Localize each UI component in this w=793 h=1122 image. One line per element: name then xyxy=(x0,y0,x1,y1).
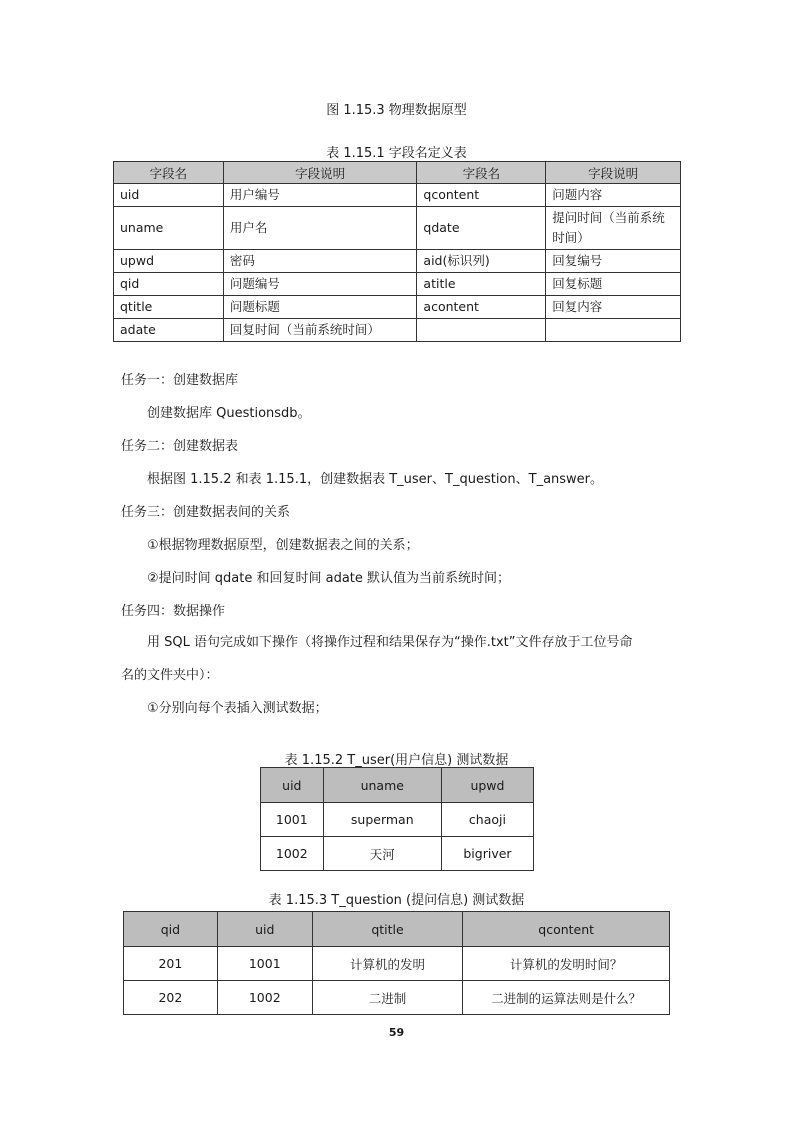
header-cell: qid xyxy=(124,912,218,947)
table-cell: 1002 xyxy=(217,981,312,1015)
table-def-caption: 表 1.15.1 字段名定义表 xyxy=(326,146,467,161)
table-cell: atitle xyxy=(417,273,546,296)
table-row xyxy=(114,296,681,319)
table-cell: 回复编号 xyxy=(546,250,681,273)
table-cell: 问题编号 xyxy=(223,273,417,296)
table-cell: 用户编号 xyxy=(223,184,417,207)
table-cell: aid(标识列) xyxy=(417,250,546,273)
task1-heading: 任务一：创建数据库 xyxy=(121,373,239,388)
table-row xyxy=(114,207,681,250)
table-cell: 问题内容 xyxy=(546,184,681,207)
question-test-data-table xyxy=(123,911,670,1015)
table-cell: 问题标题 xyxy=(223,296,417,319)
task2-heading: 任务二：创建数据表 xyxy=(121,439,239,454)
table-question-caption: 表 1.15.3 T_question (提问信息) 测试数据 xyxy=(268,893,525,908)
paragraph: ②提问时间 qdate 和回复时间 adate 默认值为当前系统时间； xyxy=(147,571,511,586)
table-cell: 回复内容 xyxy=(546,296,681,319)
table-row xyxy=(114,250,681,273)
table-cell: 天河 xyxy=(323,837,441,871)
table-header-row xyxy=(124,912,670,947)
table-cell: 二进制 xyxy=(312,981,463,1015)
table-cell: uname xyxy=(114,207,224,250)
table-cell: 密码 xyxy=(223,250,417,273)
header-cell: qcontent xyxy=(463,912,670,947)
table-row xyxy=(124,947,670,981)
table-cell: adate xyxy=(114,319,224,342)
table-cell: qtitle xyxy=(114,296,224,319)
header-cell: upwd xyxy=(441,768,533,803)
header-cell: uid xyxy=(261,768,324,803)
user-test-data-table xyxy=(260,767,534,871)
table-cell: chaoji xyxy=(441,803,533,837)
task4-heading: 任务四：数据操作 xyxy=(121,604,226,619)
table-cell: 202 xyxy=(124,981,218,1015)
header-cell: 字段说明 xyxy=(223,162,417,184)
table-cell: acontent xyxy=(417,296,546,319)
table-cell: 提问时间（当前系统时间） xyxy=(546,207,681,250)
table-row xyxy=(124,981,670,1015)
paragraph: ①根据物理数据原型，创建数据表之间的关系； xyxy=(147,538,419,553)
table-header-row xyxy=(114,162,681,184)
header-cell: 字段名 xyxy=(114,162,224,184)
table-cell: 201 xyxy=(124,947,218,981)
table-user-caption: 表 1.15.2 T_user(用户信息) 测试数据 xyxy=(284,753,509,768)
table-cell: 计算机的发明 xyxy=(312,947,463,981)
table-cell: 回复标题 xyxy=(546,273,681,296)
header-cell: uid xyxy=(217,912,312,947)
field-definition-table xyxy=(113,161,681,342)
header-cell: qtitle xyxy=(312,912,463,947)
table-cell: qcontent xyxy=(417,184,546,207)
table-cell: qid xyxy=(114,273,224,296)
table-cell: 回复时间（当前系统时间） xyxy=(223,319,417,342)
table-row xyxy=(114,319,681,342)
table-row xyxy=(261,803,534,837)
table-cell: upwd xyxy=(114,250,224,273)
figure-caption: 图 1.15.3 物理数据原型 xyxy=(326,103,467,118)
table-cell: 1001 xyxy=(217,947,312,981)
paragraph: 用 SQL 语句完成如下操作（将操作过程和结果保存为“操作.txt”文件存放于工位号命 xyxy=(147,635,633,650)
table-cell: bigriver xyxy=(441,837,533,871)
header-cell: 字段说明 xyxy=(546,162,681,184)
table-header-row xyxy=(261,768,534,803)
table-cell: 1002 xyxy=(261,837,324,871)
table-cell xyxy=(546,319,681,342)
paragraph: 创建数据库 Questionsdb。 xyxy=(147,406,311,421)
task3-heading: 任务三：创建数据表间的关系 xyxy=(121,505,291,520)
table-cell: 二进制的运算法则是什么？ xyxy=(463,981,670,1015)
table-cell: qdate xyxy=(417,207,546,250)
header-cell: uname xyxy=(323,768,441,803)
table-cell: 1001 xyxy=(261,803,324,837)
table-cell: 计算机的发明时间？ xyxy=(463,947,670,981)
paragraph: ①分别向每个表插入测试数据； xyxy=(147,701,328,716)
table-row xyxy=(261,837,534,871)
paragraph: 名的文件夹中）： xyxy=(121,668,219,683)
paragraph: 根据图 1.15.2 和表 1.15.1，创建数据表 T_user、T_question、T_answer。 xyxy=(147,472,604,487)
header-cell: 字段名 xyxy=(417,162,546,184)
table-row xyxy=(114,273,681,296)
table-row xyxy=(114,184,681,207)
page-number: 59 xyxy=(388,1026,405,1039)
table-cell: uid xyxy=(114,184,224,207)
table-cell: 用户名 xyxy=(223,207,417,250)
table-cell xyxy=(417,319,546,342)
table-cell: superman xyxy=(323,803,441,837)
